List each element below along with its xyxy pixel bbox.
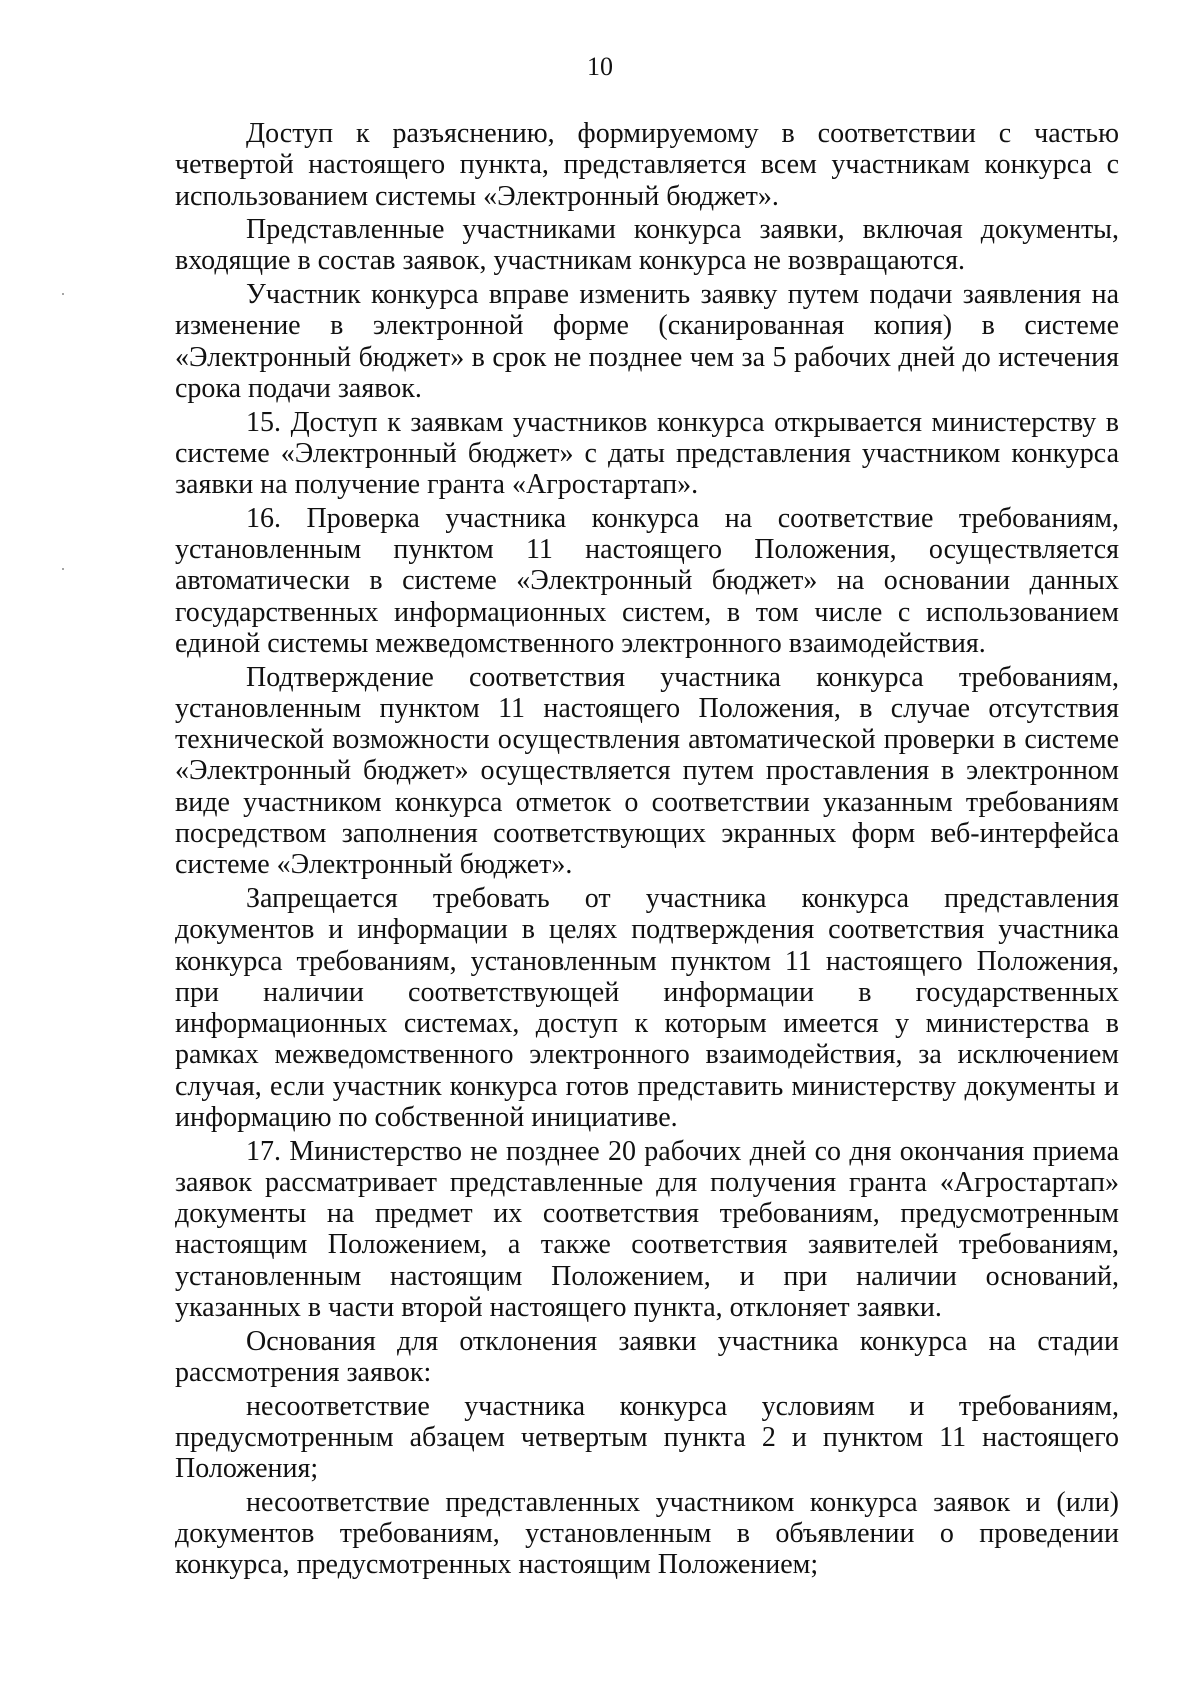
paragraph: 16. Проверка участника конкурса на соответствие требованиям, установленным пунктом 11 настоящего Положения, осуществляется автоматически в системе «Электронный бюджет» на основании данных государственных информационных систем, в том числе с использованием единой системы межведомственного электронного взаимодействия. [175, 502, 1119, 659]
scan-speck [62, 293, 64, 295]
page-number: 10 [587, 52, 613, 81]
paragraph: Подтверждение соответствия участника конкурса требованиям, установленным пунктом 11 настоящего Положения, в случае отсутствия технической возможности осуществления автоматической проверки в системе «Электронный бюджет» осуществляется путем проставления в электронном виде участником конкурса отметок о соответствии указанным требованиям посредством заполнения соответствующих экранных форм веб-интерфейса системе «Электронный бюджет». [175, 661, 1119, 881]
paragraph: Запрещается требовать от участника конкурса представления документов и информации в целях подтверждения соответствия участника конкурса требованиям, установленным пунктом 11 настоящего Положения, при наличии соответствующей информации в государственных информационных системах, доступ к которым имеется у министерства в рамках межведомственного электронного взаимодействия, за исключением случая, если участник конкурса готов представить министерству документы и информацию по собственной инициативе. [175, 882, 1119, 1133]
list-paragraph: несоответствие участника конкурса условиям и требованиям, предусмотренным абзацем четвертым пункта 2 и пунктом 11 настоящего Положения; [175, 1390, 1119, 1485]
body-text [175, 118, 1119, 1583]
paragraph: Основания для отклонения заявки участника конкурса на стадии рассмотрения заявок: [175, 1325, 1119, 1388]
paragraph: Представленные участниками конкурса заявки, включая документы, входящие в состав заявок, участникам конкурса не возвращаются. [175, 214, 1119, 277]
paragraph: Доступ к разъяснению, формируемому в соответствии с частью четвертой настоящего пункта, представляется всем участникам конкурса с использованием системы «Электронный бюджет». [175, 118, 1119, 212]
paragraph: 15. Доступ к заявкам участников конкурса открывается министерству в системе «Электронный бюджет» с даты представления участником конкурса заявки на получение гранта «Агростартап». [175, 406, 1119, 501]
list-paragraph: несоответствие представленных участником конкурса заявок и (или) документов требованиям, установленным в объявлении о проведении конкурса, предусмотренных настоящим Положением; [175, 1486, 1119, 1581]
paragraph: Участник конкурса вправе изменить заявку путем подачи заявления на изменение в электронной форме (сканированная копия) в системе «Электронный бюджет» в срок не позднее чем за 5 рабочих дней до истечения срока подачи заявок. [175, 279, 1119, 404]
scan-speck [62, 568, 64, 570]
paragraph: 17. Министерство не позднее 20 рабочих дней со дня окончания приема заявок рассматривает представленные для получения гранта «Агростартап» документы на предмет их соответствия требованиям, предусмотренным настоящим Положением, а также соответствия заявителей требованиям, установленным настоящим Положением, и при наличии оснований, указанных в части второй настоящего пункта, отклоняет заявки. [175, 1135, 1119, 1324]
